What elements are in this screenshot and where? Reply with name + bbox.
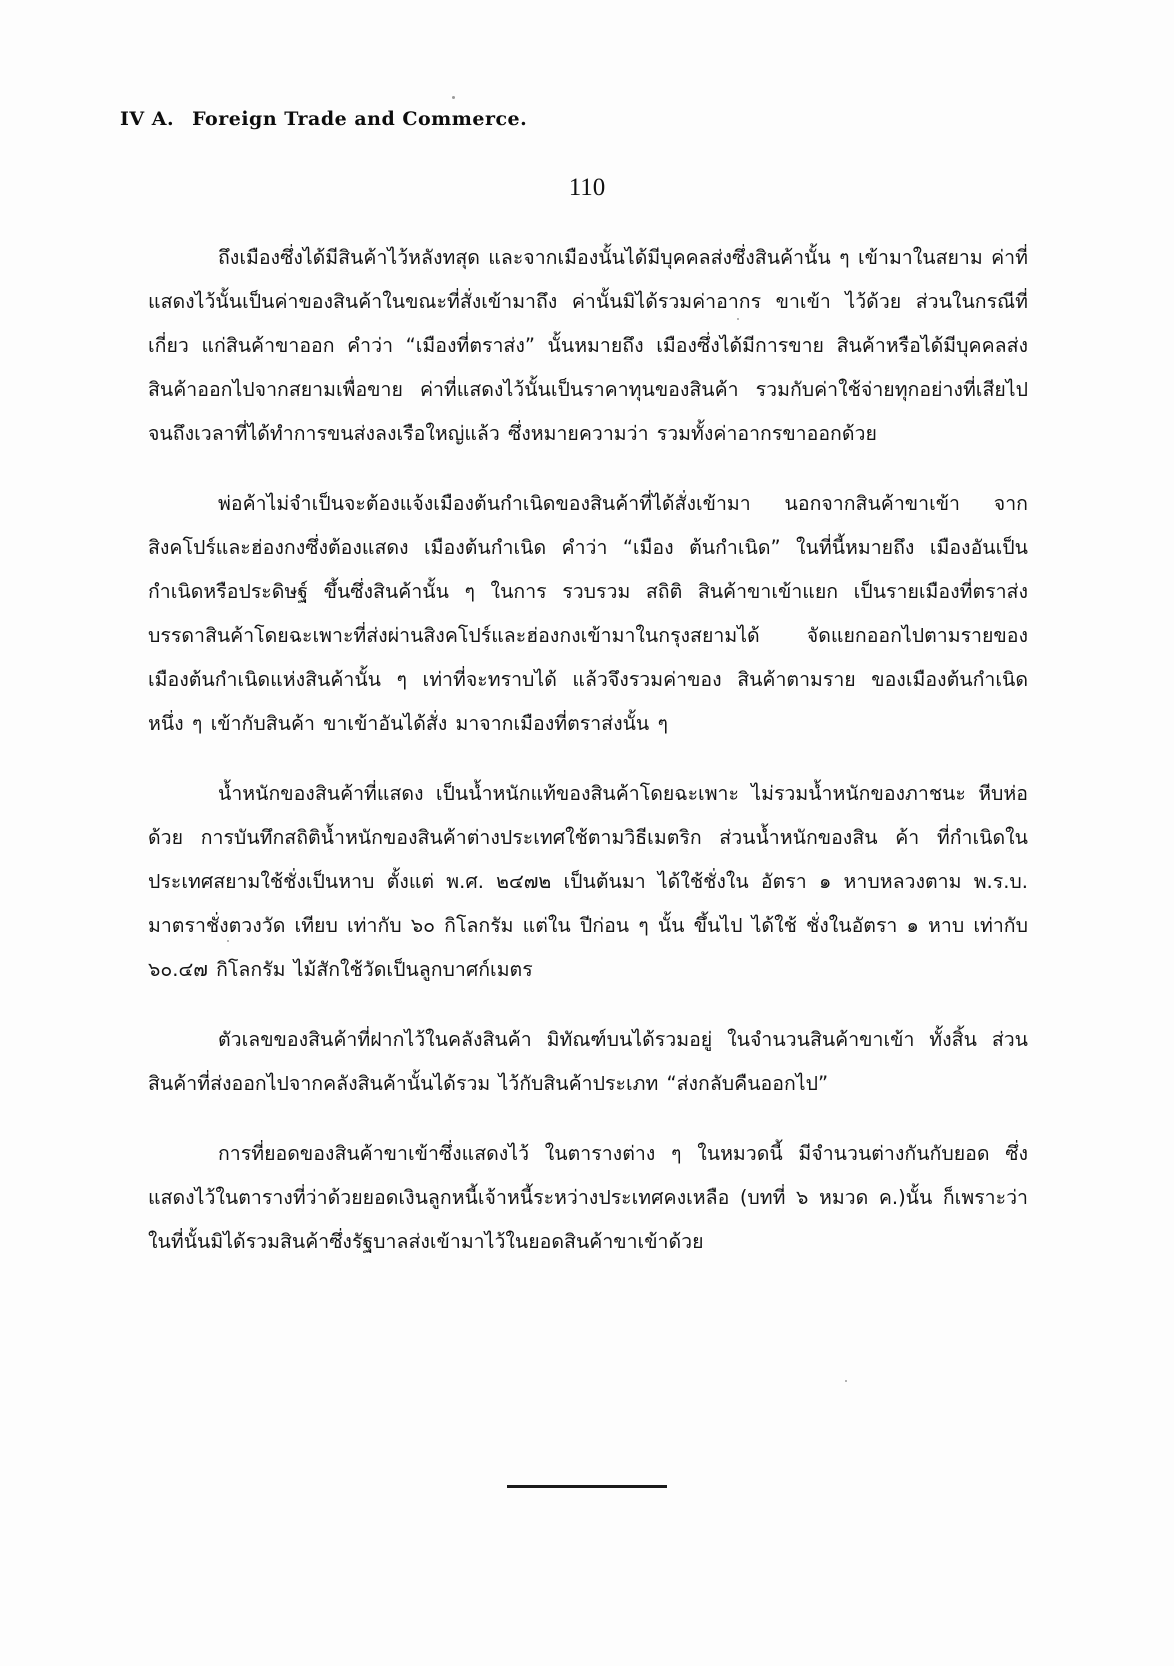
header-section-number: IV A. [120, 108, 175, 130]
paragraph-1: ถึงเมืองซึ่งได้มีสินค้าไว้หลังทสุด และจากเมืองนั้นได้มีบุคคลส่งซึ่งสินค้านั้น ๆ เข้ามาในสยาม ค่าที่แสดงไว้นั้นเป็นค่าของสินค้าในขณะที่สั่งเข้ามาถึง ค่านั้นมิได้รวมค่าอากร ขาเข้า ไว้ด้วย ส่วนในกรณีที่เกี่ยว แก่สินค้าขาออก คำว่า “เมืองที่ตราส่ง” นั้นหมายถึง เมืองซึ่งได้มีการขาย สินค้าหรือได้มีบุคคลส่งสินค้าออกไปจากสยามเพื่อขาย ค่าที่แสดงไว้นั้นเป็นราคาทุนของสินค้า รวมกับค่าใช้จ่ายทุกอย่างที่เสียไปจนถึงเวลาที่ได้ทำการขนส่งลงเรือใหญ่แล้ว ซึ่งหมายความว่า รวมทั้งค่าอากรขาออกด้วย [148, 246, 1028, 445]
header-title: Foreign Trade and Commerce. [192, 108, 528, 130]
paragraph-5: การที่ยอดของสินค้าขาเข้าซึ่งแสดงไว้ ในตารางต่าง ๆ ในหมวดนี้ มีจำนวนต่างกันกับยอด ซึ่งแสดงไว้ในตารางที่ว่าด้วยยอดเงินลูกหนี้เจ้าหนี้ระหว่างประเทศคงเหลือ (บทที่ ๖ หมวด ค.)นั้น ก็เพราะว่าในที่นั้นมิได้รวมสินค้าซึ่งรัฐบาลส่งเข้ามาไว้ในยอดสินค้าขาเข้าด้วย [148, 1142, 1028, 1253]
page-speck [845, 1380, 847, 1382]
page-number: 110 [568, 174, 606, 201]
body-text [148, 236, 1028, 1290]
page-speck [737, 318, 739, 320]
paragraph-2: พ่อค้าไม่จำเป็นจะต้องแจ้งเมืองต้นกำเนิดของสินค้าที่ได้สั่งเข้ามา นอกจากสินค้าขาเข้า จากสิงคโปร์และฮ่องกงซึ่งต้องแสดง เมืองต้นกำเนิด คำว่า “เมือง ต้นกำเนิด” ในที่นี้หมายถึง เมืองอันเป็นกำเนิดหรือประดิษฐ์ ขึ้นซึ่งสินค้านั้น ๆ ในการ รวบรวม สถิติ สินค้าขาเข้าแยก เป็นรายเมืองที่ตราส่ง บรรดาสินค้าโดยฉะเพาะที่ส่งผ่านสิงคโปร์และฮ่องกงเข้ามาในกรุงสยามได้ จัดแยกออกไปตามรายของเมืองต้นกำเนิดแห่งสินค้านั้น ๆ เท่าที่จะทราบได้ แล้วจึงรวมค่าของ สินค้าตามราย ของเมืองต้นกำเนิด หนึ่ง ๆ เข้ากับสินค้า ขาเข้าอันได้สั่ง มาจากเมืองที่ตราส่งนั้น ๆ [148, 492, 1028, 735]
running-header [120, 108, 527, 130]
page-speck [452, 96, 455, 99]
footer-rule [507, 1485, 667, 1488]
paragraph-4: ตัวเลขของสินค้าที่ฝากไว้ในคลังสินค้า มิทัณฑ์บนได้รวมอยู่ ในจำนวนสินค้าขาเข้า ทั้งสิ้น ส่วนสินค้าที่ส่งออกไปจากคลังสินค้านั้นได้รวม ไว้กับสินค้าประเภท “ส่งกลับคืนออกไป” [148, 1028, 1028, 1095]
page-speck [227, 940, 229, 942]
paragraph-3: น้ำหนักของสินค้าที่แสดง เป็นน้ำหนักแท้ของสินค้าโดยฉะเพาะ ไม่รวมน้ำหนักของภาชนะ หีบห่อด้วย การบันทึกสถิติน้ำหนักของสินค้าต่างประเทศใช้ตามวิธีเมตริก ส่วนน้ำหนักของสิน ค้า ที่กำเนิดใน ประเทศสยามใช้ชั่งเป็นหาบ ตั้งแต่ พ.ศ. ๒๔๗๒ เป็นต้นมา ได้ใช้ชั่งใน อัตรา ๑ หาบหลวงตาม พ.ร.บ. มาตราชั่งตวงวัด เทียบ เท่ากับ ๖๐ กิโลกรัม แต่ใน ปีก่อน ๆ นั้น ขึ้นไป ได้ใช้ ชั่งในอัตรา ๑ หาบ เท่ากับ ๖๐.๔๗ กิโลกรัม ไม้สักใช้วัดเป็นลูกบาศก์เมตร [148, 782, 1028, 981]
